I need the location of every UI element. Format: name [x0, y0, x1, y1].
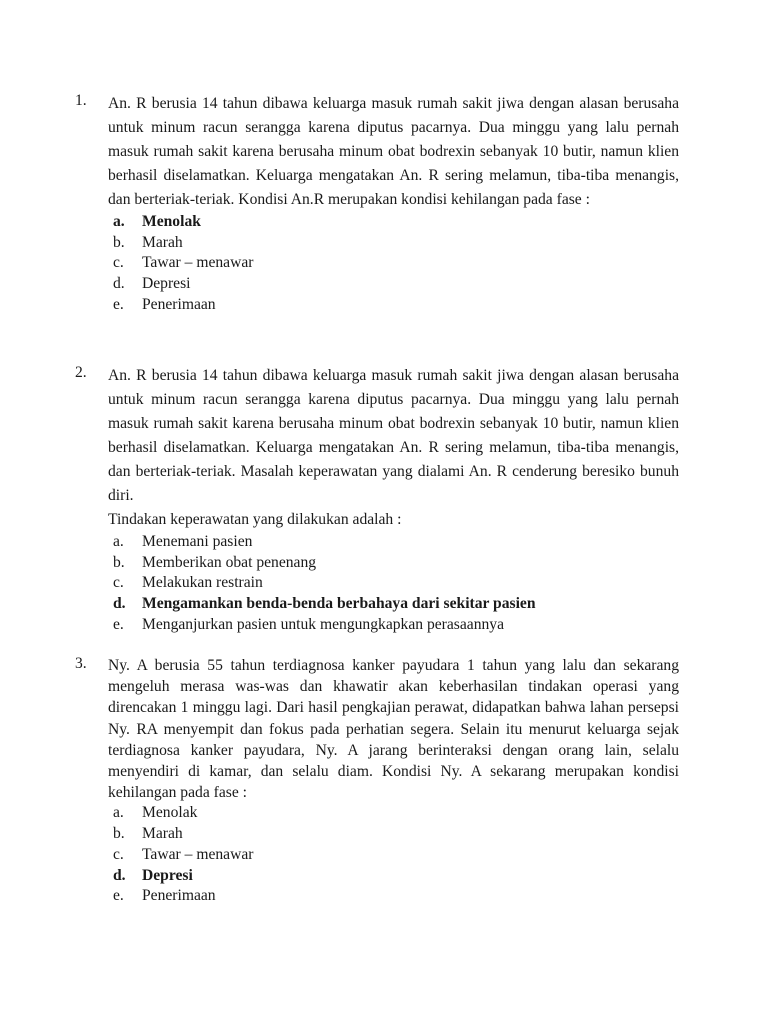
question-2 — [75, 364, 679, 636]
option-letter: d. — [113, 275, 125, 293]
question-number: 3. — [75, 655, 87, 672]
option-text: Penerimaan — [142, 887, 216, 905]
answer-options — [108, 212, 679, 316]
option-text: Menganjurkan pasien untuk mengungkapkan perasaannya — [142, 615, 505, 633]
option-letter: b. — [113, 825, 125, 843]
option-text: Menolak — [142, 213, 201, 230]
option-letter: b. — [113, 553, 125, 571]
option-text: Mengamankan benda-benda berbahaya dari sekitar pasien — [142, 595, 536, 613]
option-letter: e. — [113, 887, 124, 905]
option-b — [108, 553, 679, 574]
question-number: 2. — [75, 364, 87, 381]
question-stem: An. R berusia 14 tahun dibawa keluarga masuk rumah sakit jiwa dengan alasan berusaha untuk minum racun serangga karena diputus pacarnya. Dua minggu yang lalu pernah masuk rumah sakit karena berusaha minum obat bodrexin sebanyak 10 butir, namun klien berhasil diselamatkan. Keluarga mengatakan An. R sering melamun, tiba-tiba menangis, dan berteriak-teriak. Kondisi An.R merupakan kondisi kehilangan pada fase : — [108, 95, 679, 208]
option-a — [108, 803, 679, 824]
option-text: Marah — [142, 233, 183, 251]
option-a — [108, 212, 679, 233]
option-letter: c. — [113, 845, 124, 863]
option-letter: c. — [113, 574, 124, 592]
option-letter: a. — [113, 804, 124, 822]
option-d — [108, 866, 679, 887]
option-letter: d. — [113, 866, 126, 884]
question-1 — [75, 92, 679, 316]
answer-options — [108, 532, 679, 636]
option-letter: c. — [113, 254, 124, 272]
option-text: Depresi — [142, 866, 193, 884]
option-c — [108, 253, 679, 274]
question-body — [108, 92, 679, 316]
question-number: 1. — [75, 92, 87, 109]
option-e — [108, 295, 679, 316]
option-d — [108, 594, 679, 615]
option-letter: b. — [113, 233, 125, 251]
option-text: Tawar – menawar — [142, 845, 254, 863]
option-letter: a. — [113, 213, 125, 230]
option-text: Memberikan obat penenang — [142, 553, 317, 571]
question-body — [108, 364, 679, 636]
option-b — [108, 233, 679, 254]
option-text: Marah — [142, 825, 183, 843]
option-letter: d. — [113, 595, 126, 613]
option-text: Menolak — [142, 804, 198, 822]
option-e — [108, 615, 679, 636]
option-letter: e. — [113, 615, 124, 633]
option-a — [108, 532, 679, 553]
option-text: Depresi — [142, 275, 191, 293]
question-stem: Ny. A berusia 55 tahun terdiagnosa kanker payudara 1 tahun yang lalu dan sekarang mengeluh merasa was-was dan khawatir akan keberhasilan tindakan operasi yang direncakan 1 minggu lagi. Dari hasil pengkajian perawat, didapatkan bahwa lahan persepsi Ny. RA menyempit dan fokus pada perhatian segera. Selain itu menurut keluarga sejak terdiagnosa kanker payudara, Ny. A jarang berinteraksi dengan orang lain, selalu menyendiri di kamar, dan selalu diam. Kondisi Ny. A sekarang merupakan kondisi kehilangan pada fase : — [108, 657, 679, 802]
answer-options — [108, 803, 679, 907]
option-d — [108, 274, 679, 295]
option-b — [108, 824, 679, 845]
option-letter: a. — [113, 533, 124, 550]
option-text: Menemani pasien — [142, 533, 253, 550]
option-text: Tawar – menawar — [142, 254, 254, 272]
option-text: Penerimaan — [142, 295, 216, 313]
question-body — [108, 655, 679, 907]
question-stem: An. R berusia 14 tahun dibawa keluarga masuk rumah sakit jiwa dengan alasan berusaha untuk minum racun serangga karena diputus pacarnya. Dua minggu yang lalu pernah masuk rumah sakit karena berusaha minum obat bodrexin sebanyak 10 butir, namun klien berhasil diselamatkan. Keluarga mengatakan An. R sering melamun, tiba-tiba menangis, dan berteriak-teriak. Masalah keperawatan yang dialami An. R cenderung beresiko bunuh diri. — [108, 367, 679, 504]
option-letter: e. — [113, 295, 124, 313]
question-3 — [75, 655, 679, 907]
option-c — [108, 845, 679, 866]
option-c — [108, 573, 679, 594]
option-e — [108, 886, 679, 907]
option-text: Melakukan restrain — [142, 574, 263, 592]
question-instruction: Tindakan keperawatan yang dilakukan adalah : — [108, 511, 402, 528]
